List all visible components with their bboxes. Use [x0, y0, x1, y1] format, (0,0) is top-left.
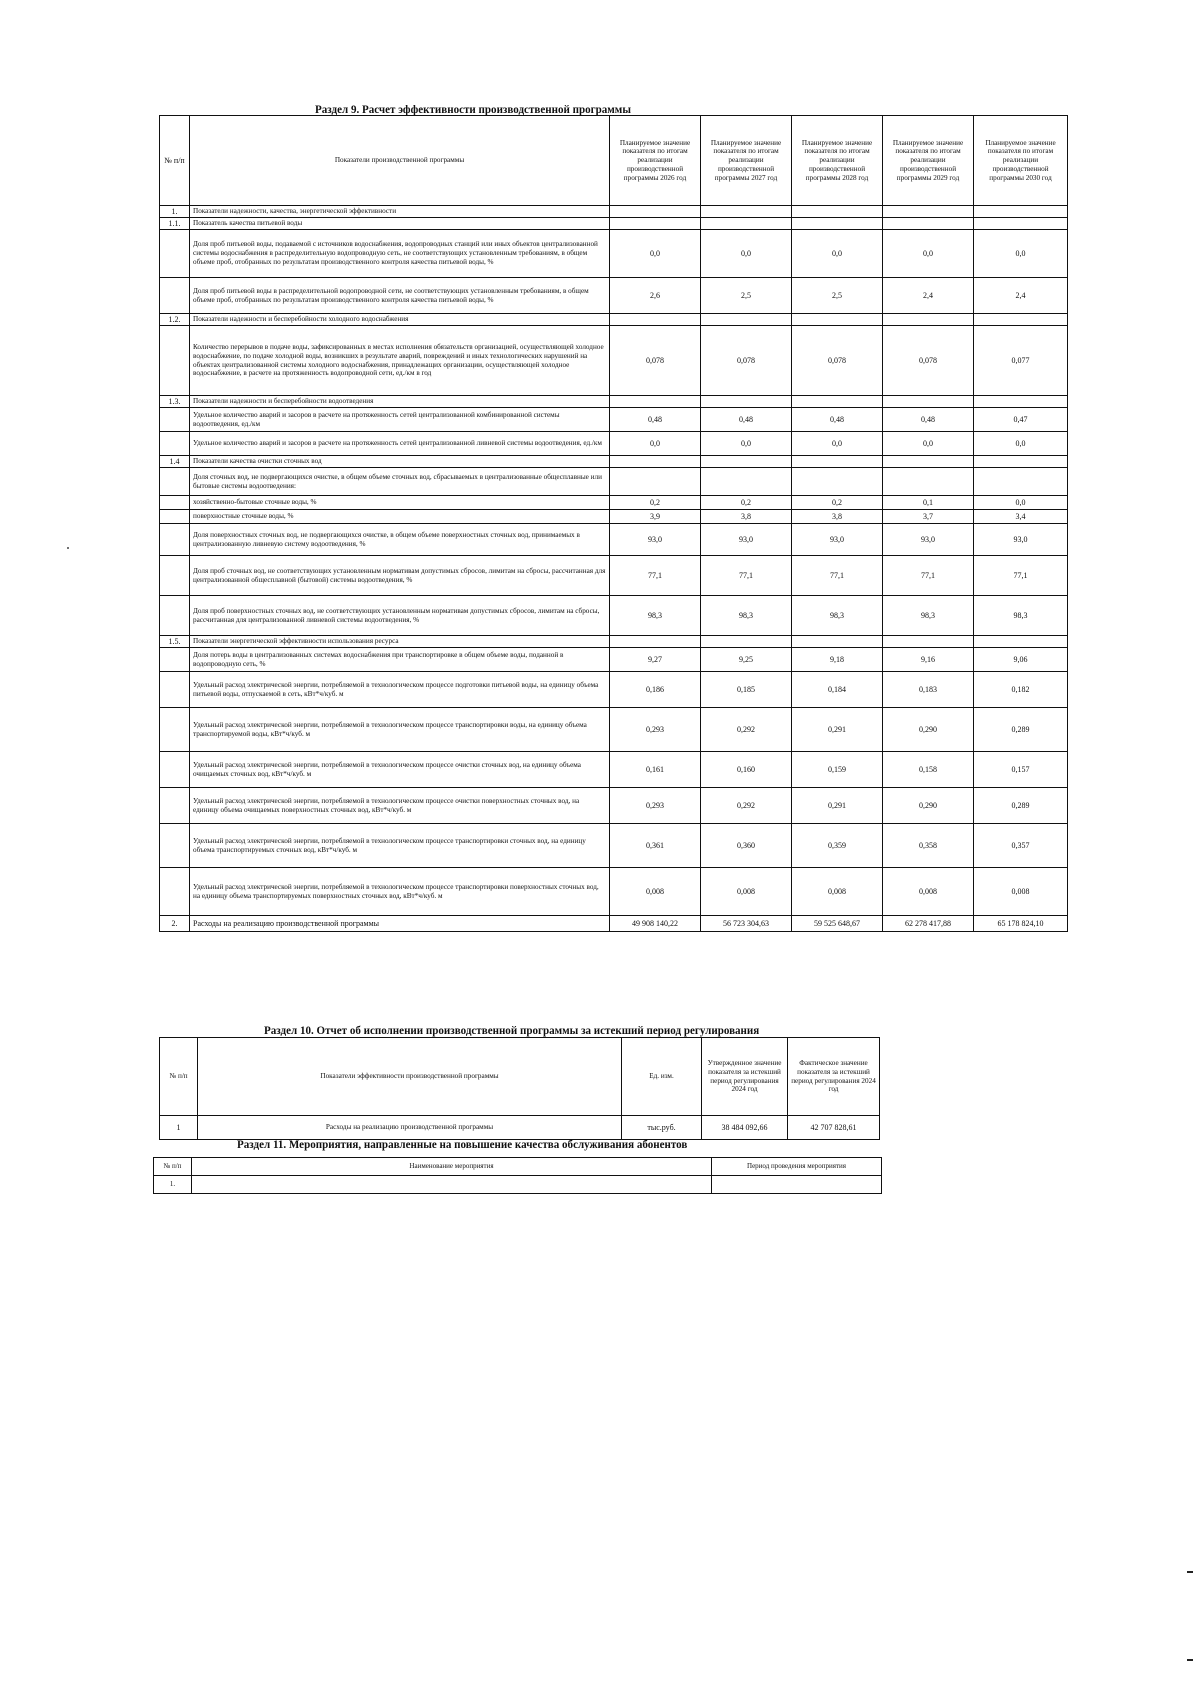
row-num	[160, 672, 190, 708]
header-2030: Планируемое значение показателя по итогам реализации производственной программы 2030 год	[974, 116, 1068, 206]
row-value-2029	[883, 218, 974, 230]
row-num	[160, 868, 190, 916]
row-value-2027: 93,0	[701, 524, 792, 556]
row-value-2027: 77,1	[701, 556, 792, 596]
row-value-2029	[883, 636, 974, 648]
row-value-2028: 0,359	[792, 824, 883, 868]
row-value-2030: 77,1	[974, 556, 1068, 596]
row-num: 1.4	[160, 456, 190, 468]
header-2028: Планируемое значение показателя по итогам реализации производственной программы 2028 год	[792, 116, 883, 206]
header-indicator: Показатели эффективности производственной программы	[198, 1038, 622, 1116]
header-name: Наименование мероприятия	[192, 1158, 712, 1176]
row-value-2027	[701, 468, 792, 496]
table-row	[160, 556, 1068, 596]
row-indicator: Доля проб питьевой воды в распределительной водопроводной сети, не соответствующих установленным требованиям, в общем объеме проб, отобранных по результатам производственного контроля качества питьевой воды, %	[190, 278, 610, 314]
header-num: № п/п	[160, 116, 190, 206]
row-num: 2.	[160, 916, 190, 932]
row-value-2030: 0,0	[974, 230, 1068, 278]
scan-mark	[1187, 1571, 1193, 1573]
row-value-2026: 0,0	[610, 230, 701, 278]
row-value-2030	[974, 456, 1068, 468]
row-value-2029: 0,48	[883, 408, 974, 432]
row-value-2027	[701, 456, 792, 468]
table-row	[160, 788, 1068, 824]
row-value-2026: 0,161	[610, 752, 701, 788]
row-indicator: Доля проб поверхностных сточных вод, не соответствующих установленным нормативам допустимых сбросов, лимитам на сбросы, рассчитанная для централизованной ливневой системы водоотведения, %	[190, 596, 610, 636]
row-num	[160, 278, 190, 314]
row-value-2026	[610, 456, 701, 468]
table-row	[160, 326, 1068, 396]
row-indicator: хозяйственно-бытовые сточные воды, %	[190, 496, 610, 510]
table-row	[160, 648, 1068, 672]
header-unit: Ед. изм.	[622, 1038, 702, 1116]
section-11-title: Раздел 11. Мероприятия, направленные на повышение качества обслуживания абонентов	[237, 1137, 688, 1151]
row-value-2028	[792, 636, 883, 648]
scan-mark	[1187, 1659, 1193, 1661]
table-row	[160, 868, 1068, 916]
row-indicator: Показатели энергетической эффективности использования ресурса	[190, 636, 610, 648]
row-value-2028: 0,159	[792, 752, 883, 788]
row-value-2030: 0,289	[974, 788, 1068, 824]
row-value-2027: 0,2	[701, 496, 792, 510]
row-value-2026: 98,3	[610, 596, 701, 636]
row-value-2026: 0,008	[610, 868, 701, 916]
table-header-row	[160, 116, 1068, 206]
row-value-2026: 0,293	[610, 708, 701, 752]
row-value-2029: 98,3	[883, 596, 974, 636]
row-value-2026: 77,1	[610, 556, 701, 596]
row-value-2028: 0,291	[792, 788, 883, 824]
row-indicator: Удельный расход электрической энергии, потребляемой в технологическом процессе очистки поверхностных сточных вод, на единицу объема очищаемых поверхностных сточных вод, кВт*ч/куб. м	[190, 788, 610, 824]
row-num: 1.3.	[160, 396, 190, 408]
row-indicator: Показатели качества очистки сточных вод	[190, 456, 610, 468]
row-value-2028: 0,008	[792, 868, 883, 916]
row-value-2030: 0,47	[974, 408, 1068, 432]
row-indicator: Доля поверхностных сточных вод, не подвергающихся очистке, в общем объеме поверхностных сточных вод, принимаемых в централизованную ливневую систему водоотведения, %	[190, 524, 610, 556]
row-num	[160, 496, 190, 510]
row-value-2029	[883, 314, 974, 326]
row-indicator: Доля сточных вод, не подвергающихся очистке, в общем объеме сточных вод, сбрасываемых в централизованные общесплавные или бытовые системы водоотведения:	[190, 468, 610, 496]
header-period: Период проведения мероприятия	[712, 1158, 882, 1176]
row-num	[160, 824, 190, 868]
row-value-2028	[792, 468, 883, 496]
row-value-2030: 0,077	[974, 326, 1068, 396]
row-value-2030: 0,0	[974, 496, 1068, 510]
row-num: 1.5.	[160, 636, 190, 648]
row-value-2029: 0,1	[883, 496, 974, 510]
row-value-2027: 0,185	[701, 672, 792, 708]
row-value-2027	[701, 396, 792, 408]
row-value-2026: 0,361	[610, 824, 701, 868]
row-value-2029: 0,290	[883, 708, 974, 752]
table-row	[160, 524, 1068, 556]
row-indicator: Удельный расход электрической энергии, потребляемой в технологическом процессе транспортировки воды, на единицу объема транспортируемой воды, кВт*ч/куб. м	[190, 708, 610, 752]
row-value-2030	[974, 206, 1068, 218]
row-value-2027: 0,078	[701, 326, 792, 396]
total-row	[160, 916, 1068, 932]
group-row	[160, 396, 1068, 408]
row-value-2027: 0,0	[701, 230, 792, 278]
row-value-2028: 0,0	[792, 230, 883, 278]
row-value-2028: 0,48	[792, 408, 883, 432]
row-value-2027	[701, 206, 792, 218]
row-indicator: поверхностные сточные воды, %	[190, 510, 610, 524]
row-value-2030: 0,0	[974, 432, 1068, 456]
row-value-2027: 2,5	[701, 278, 792, 314]
row-value-2028: 93,0	[792, 524, 883, 556]
row-num	[160, 468, 190, 496]
row-value-2029: 0,078	[883, 326, 974, 396]
row-value-2027: 0,008	[701, 868, 792, 916]
row-value-2028	[792, 218, 883, 230]
row-approved: 38 484 092,66	[702, 1116, 788, 1140]
row-value-2027: 3,8	[701, 510, 792, 524]
row-actual: 42 707 828,61	[788, 1116, 880, 1140]
row-value-2026: 0,2	[610, 496, 701, 510]
row-value-2027: 9,25	[701, 648, 792, 672]
section-9-title: Раздел 9. Расчет эффективности производственной программы	[315, 102, 631, 116]
row-indicator: Доля проб питьевой воды, подаваемой с источников водоснабжения, водопроводных станций или иных объектов централизованной системы водоснабжения в распределительную водопроводную сеть, не соответствующих установленным требованиям, в общем объеме проб, отобранных по результатам производственного контроля качества питьевой воды, %	[190, 230, 610, 278]
row-num	[160, 432, 190, 456]
table-header-row	[160, 1038, 880, 1116]
row-num	[160, 788, 190, 824]
row-indicator: Показатель качества питьевой воды	[190, 218, 610, 230]
row-value-2030: 3,4	[974, 510, 1068, 524]
row-num	[160, 556, 190, 596]
row-name	[192, 1176, 712, 1194]
table-row	[160, 596, 1068, 636]
row-indicator: Количество перерывов в подаче воды, зафиксированных в местах исполнения обязательств организацией, осуществляющей холодное водоснабжение, по подаче холодной воды, возникших в результате аварий, повреждений и иных технологических нарушений на объектах централизованной системы холодного водоснабжения, принадлежащих организации, осуществляющей холодное водоснабжение, в расчете на протяженность водопроводной сети, ед./км в год	[190, 326, 610, 396]
row-value-2030	[974, 396, 1068, 408]
row-value-2027: 0,160	[701, 752, 792, 788]
row-value-2028: 98,3	[792, 596, 883, 636]
row-value-2027	[701, 636, 792, 648]
row-value-2028: 0,0	[792, 432, 883, 456]
row-value-2030: 2,4	[974, 278, 1068, 314]
row-value-2026: 9,27	[610, 648, 701, 672]
row-value-2029: 0,183	[883, 672, 974, 708]
row-value-2029: 0,290	[883, 788, 974, 824]
row-value-2028: 0,2	[792, 496, 883, 510]
row-value-2030: 0,289	[974, 708, 1068, 752]
row-value-2030: 98,3	[974, 596, 1068, 636]
row-value-2026: 0,48	[610, 408, 701, 432]
row-num	[160, 408, 190, 432]
table-row	[160, 408, 1068, 432]
row-unit: тыс.руб.	[622, 1116, 702, 1140]
row-value-2026	[610, 636, 701, 648]
row-value-2028	[792, 314, 883, 326]
row-value-2030: 0,008	[974, 868, 1068, 916]
row-num	[160, 596, 190, 636]
row-num: 1.2.	[160, 314, 190, 326]
row-value-2027: 56 723 304,63	[701, 916, 792, 932]
header-actual: Фактическое значение показателя за истекший период регулирования 2024 год	[788, 1038, 880, 1116]
row-value-2026: 0,293	[610, 788, 701, 824]
row-value-2027: 0,292	[701, 788, 792, 824]
execution-report-table	[159, 1037, 880, 1140]
row-value-2029: 0,158	[883, 752, 974, 788]
row-value-2028	[792, 396, 883, 408]
row-value-2029: 9,16	[883, 648, 974, 672]
table-row	[160, 708, 1068, 752]
row-num: 1.1.	[160, 218, 190, 230]
row-value-2027: 0,360	[701, 824, 792, 868]
efficiency-table	[159, 115, 1068, 932]
row-indicator: Удельный расход электрической энергии, потребляемой в технологическом процессе транспортировки поверхностных сточных вод, на единицу объема транспортируемых поверхностных сточных вод, кВт*ч/куб. м	[190, 868, 610, 916]
row-num: 1.	[160, 206, 190, 218]
row-value-2029: 0,358	[883, 824, 974, 868]
row-value-2026: 3,9	[610, 510, 701, 524]
table-row	[160, 672, 1068, 708]
row-value-2026: 0,078	[610, 326, 701, 396]
header-indicator: Показатели производственной программы	[190, 116, 610, 206]
row-value-2026: 93,0	[610, 524, 701, 556]
table-row	[160, 510, 1068, 524]
row-value-2027: 0,48	[701, 408, 792, 432]
table-row	[160, 230, 1068, 278]
table-row	[160, 824, 1068, 868]
row-value-2030: 9,06	[974, 648, 1068, 672]
row-indicator: Удельный расход электрической энергии, потребляемой в технологическом процессе подготовки питьевой воды, на единицу объема питьевой воды, отпускаемой в сеть, кВт*ч/куб. м	[190, 672, 610, 708]
table-row	[160, 468, 1068, 496]
row-value-2026: 2,6	[610, 278, 701, 314]
row-value-2027: 0,0	[701, 432, 792, 456]
row-value-2028: 9,18	[792, 648, 883, 672]
row-value-2026	[610, 206, 701, 218]
header-2029: Планируемое значение показателя по итогам реализации производственной программы 2029 год	[883, 116, 974, 206]
row-value-2026: 0,186	[610, 672, 701, 708]
header-num: № п/п	[154, 1158, 192, 1176]
row-period	[712, 1176, 882, 1194]
row-value-2029	[883, 456, 974, 468]
row-value-2029	[883, 396, 974, 408]
row-indicator: Показатели надежности и бесперебойности водоотведения	[190, 396, 610, 408]
row-num	[160, 648, 190, 672]
row-value-2028	[792, 206, 883, 218]
row-value-2030: 65 178 824,10	[974, 916, 1068, 932]
row-indicator: Удельный расход электрической энергии, потребляемой в технологическом процессе транспортировки сточных вод, на единицу объема транспортируемых сточных вод, кВт*ч/куб. м	[190, 824, 610, 868]
scan-dot	[67, 547, 69, 549]
row-indicator: Доля проб сточных вод, не соответствующих установленным нормативам допустимых сбросов, лимитам на сбросы, рассчитанная для централизованной общесплавной (бытовой) системы водоотведения, %	[190, 556, 610, 596]
row-value-2026	[610, 468, 701, 496]
header-num: № п/п	[160, 1038, 198, 1116]
row-value-2026	[610, 396, 701, 408]
row-num	[160, 230, 190, 278]
row-value-2029: 0,0	[883, 230, 974, 278]
row-value-2028: 0,291	[792, 708, 883, 752]
table-row	[160, 432, 1068, 456]
row-num: 1	[160, 1116, 198, 1140]
row-value-2030: 0,157	[974, 752, 1068, 788]
row-value-2030	[974, 314, 1068, 326]
row-value-2027: 98,3	[701, 596, 792, 636]
row-value-2029: 2,4	[883, 278, 974, 314]
row-value-2028: 0,184	[792, 672, 883, 708]
table-header-row	[154, 1158, 882, 1176]
row-value-2029: 77,1	[883, 556, 974, 596]
row-value-2030: 0,357	[974, 824, 1068, 868]
table-row	[160, 496, 1068, 510]
group-row	[160, 314, 1068, 326]
row-indicator: Удельное количество аварий и засоров в расчете на протяженность сетей централизованной ливневой системы водоотведения, ед./км	[190, 432, 610, 456]
row-num	[160, 326, 190, 396]
header-approved: Утвержденное значение показателя за истекший период регулирования 2024 год	[702, 1038, 788, 1116]
row-value-2030	[974, 468, 1068, 496]
row-value-2026	[610, 218, 701, 230]
row-indicator: Удельный расход электрической энергии, потребляемой в технологическом процессе очистки сточных вод, на единицу объема очищаемых сточных вод, кВт*ч/куб. м	[190, 752, 610, 788]
row-value-2029: 62 278 417,88	[883, 916, 974, 932]
table-row	[154, 1176, 882, 1194]
row-num: 1.	[154, 1176, 192, 1194]
row-value-2027: 0,292	[701, 708, 792, 752]
table-row	[160, 752, 1068, 788]
row-value-2026	[610, 314, 701, 326]
section-10-title: Раздел 10. Отчет об исполнении производственной программы за истекший период регулирования	[264, 1023, 760, 1037]
row-value-2029: 0,0	[883, 432, 974, 456]
row-value-2029: 93,0	[883, 524, 974, 556]
row-value-2028: 3,8	[792, 510, 883, 524]
group-row	[160, 218, 1068, 230]
row-num	[160, 708, 190, 752]
row-value-2029	[883, 206, 974, 218]
group-row	[160, 456, 1068, 468]
row-value-2027	[701, 314, 792, 326]
row-indicator: Расходы на реализацию производственной программы	[190, 916, 610, 932]
row-num	[160, 524, 190, 556]
measures-table	[153, 1157, 882, 1194]
row-value-2029: 3,7	[883, 510, 974, 524]
group-row	[160, 636, 1068, 648]
row-indicator: Показатели надежности и бесперебойности холодного водоснабжения	[190, 314, 610, 326]
row-value-2028: 0,078	[792, 326, 883, 396]
row-indicator: Доля потерь воды в централизованных системах водоснабжения при транспортировке в общем объеме воды, поданной в водопроводную сеть, %	[190, 648, 610, 672]
row-value-2026: 49 908 140,22	[610, 916, 701, 932]
table-row	[160, 1116, 880, 1140]
row-value-2028	[792, 456, 883, 468]
row-indicator: Расходы на реализацию производственной программы	[198, 1116, 622, 1140]
row-value-2028: 2,5	[792, 278, 883, 314]
row-value-2030: 93,0	[974, 524, 1068, 556]
row-num	[160, 510, 190, 524]
group-row	[160, 206, 1068, 218]
row-num	[160, 752, 190, 788]
row-value-2029: 0,008	[883, 868, 974, 916]
row-value-2030	[974, 218, 1068, 230]
header-2027: Планируемое значение показателя по итогам реализации производственной программы 2027 год	[701, 116, 792, 206]
row-value-2027	[701, 218, 792, 230]
row-indicator: Показатели надежности, качества, энергетической эффективности	[190, 206, 610, 218]
row-value-2028: 77,1	[792, 556, 883, 596]
header-2026: Планируемое значение показателя по итогам реализации производственной программы 2026 год	[610, 116, 701, 206]
row-value-2030	[974, 636, 1068, 648]
efficiency-table-body	[160, 206, 1068, 932]
row-value-2028: 59 525 648,67	[792, 916, 883, 932]
table-row	[160, 278, 1068, 314]
row-value-2026: 0,0	[610, 432, 701, 456]
row-indicator: Удельное количество аварий и засоров в расчете на протяженность сетей централизованной комбинированной системы водоотведения, ед./км	[190, 408, 610, 432]
row-value-2030: 0,182	[974, 672, 1068, 708]
row-value-2029	[883, 468, 974, 496]
